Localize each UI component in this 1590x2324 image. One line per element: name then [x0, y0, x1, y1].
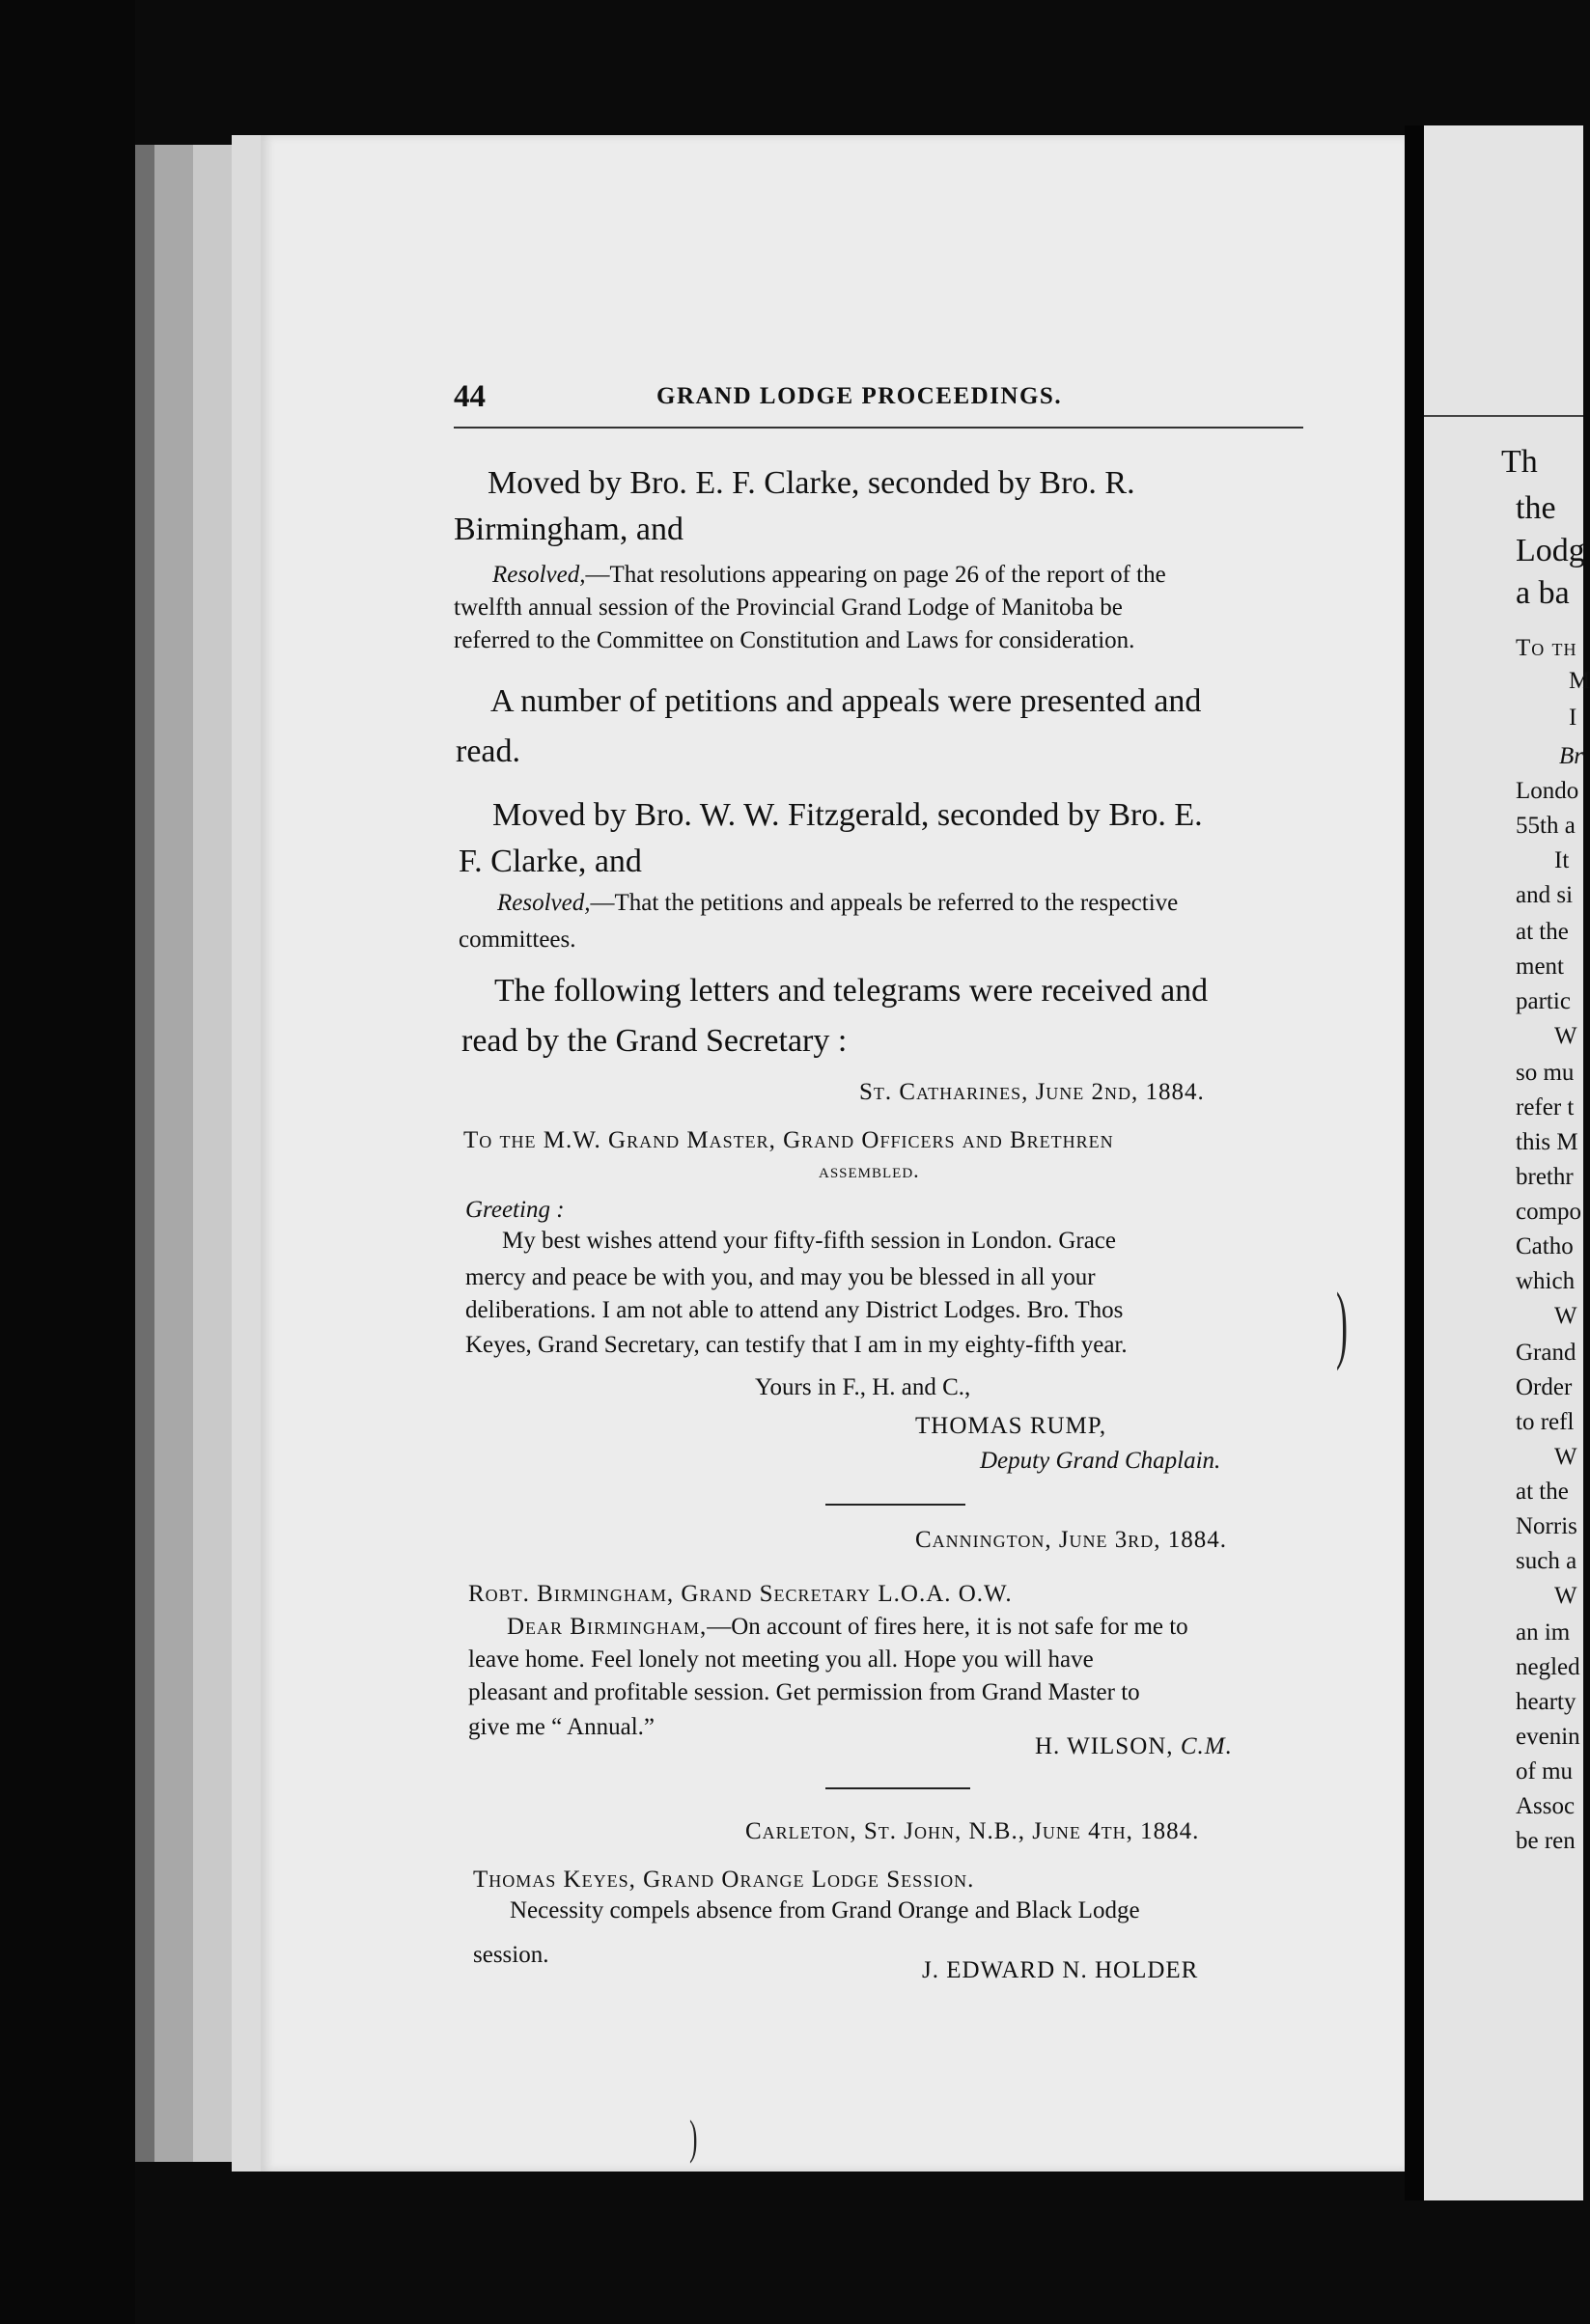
facing-line: Assoc: [1516, 1793, 1576, 1819]
facing-line: such a: [1516, 1548, 1577, 1574]
letter3-address: Thomas Keyes, Grand Orange Lodge Session.: [473, 1867, 975, 1893]
letters-intro-line1: The following letters and telegrams were received and: [494, 973, 1209, 1009]
letter1-closing: Yours in F., H. and C.,: [755, 1374, 971, 1400]
book-background: [0, 0, 135, 2324]
motion2-line1: Moved by Bro. W. W. Fitzgerald, seconded by Bro. E.: [492, 797, 1203, 833]
letter3-text-l2: session.: [473, 1942, 549, 1968]
letter3-text-l1: Necessity compels absence from Grand Orange and Black Lodge: [510, 1897, 1140, 1923]
facing-line: an im: [1516, 1619, 1571, 1646]
page-number: 44: [454, 379, 486, 414]
facing-line: It: [1554, 847, 1570, 873]
facing-line: W: [1554, 1444, 1577, 1470]
facing-line: ment: [1516, 954, 1564, 980]
facing-line: refer t: [1516, 1094, 1575, 1120]
resolved-text: —That the petitions and appeals be referred to the respective: [590, 890, 1179, 916]
letter3-signature: J. EDWARD N. HOLDER: [922, 1957, 1199, 1983]
letters-intro-line2: read by the Grand Secretary :: [461, 1023, 848, 1059]
facing-line: W: [1554, 1023, 1577, 1049]
page-edge-strip: [193, 145, 232, 2162]
facing-line: and si: [1516, 882, 1574, 908]
letter-divider: [825, 1504, 965, 1506]
facing-line: be ren: [1516, 1828, 1576, 1854]
motion1-resolved-l3: referred to the Committee on Constitution and Laws for consideration.: [454, 627, 1135, 653]
resolved-text: —That resolutions appearing on page 26 of the report of the: [585, 562, 1166, 588]
motion2-resolved-l2: committees.: [459, 927, 576, 953]
letter2-signature-suffix: C.M.: [1180, 1733, 1233, 1759]
letter1-address-l1: To the M.W. Grand Master, Grand Officers and Brethren: [463, 1127, 1114, 1153]
running-title: GRAND LODGE PROCEEDINGS.: [656, 383, 1063, 409]
facing-line: M: [1569, 668, 1590, 694]
facing-line: hearty: [1516, 1689, 1576, 1715]
facing-line: Order: [1516, 1374, 1573, 1400]
facing-line: 55th a: [1516, 813, 1576, 839]
facing-line: Lodg: [1516, 533, 1585, 568]
facing-line: brethr: [1516, 1164, 1574, 1190]
petitions-line1: A number of petitions and appeals were presented and: [490, 683, 1202, 719]
letter1-address-l2: assembled.: [819, 1158, 920, 1182]
motion2-line2: F. Clarke, and: [459, 844, 642, 879]
letter1-text-l2: mercy and peace be with you, and may you be blessed in all your: [465, 1264, 1096, 1290]
facing-line: to refl: [1516, 1409, 1575, 1435]
letter-divider: [825, 1787, 970, 1789]
page-edge-strip: [232, 135, 261, 2172]
motion2-resolved-l1: [497, 890, 1178, 917]
letter1-title: Deputy Grand Chaplain.: [980, 1448, 1221, 1474]
motion1-line1: Moved by Bro. E. F. Clarke, seconded by Bro. R.: [488, 465, 1135, 501]
facing-line: W: [1554, 1303, 1577, 1329]
facing-page-rule: [1424, 415, 1583, 417]
letter3-dateline: Carleton, St. John, N.B., June 4th, 1884.: [745, 1818, 1200, 1844]
letter1-text-l3: deliberations. I am not able to attend any District Lodges. Bro. Thos: [465, 1297, 1124, 1323]
facing-line: Norris: [1516, 1513, 1577, 1539]
facing-line: W: [1554, 1583, 1577, 1609]
motion1-resolved-l1: [492, 562, 1166, 589]
pencil-mark: ): [689, 2110, 698, 2164]
letter2-text-l4: give me “ Annual.”: [468, 1714, 655, 1740]
pencil-bracket-mark: ): [1335, 1276, 1348, 1371]
facing-line: Catho: [1516, 1233, 1574, 1259]
facing-line: partic: [1516, 988, 1571, 1014]
letter2-address: Robt. Birmingham, Grand Secretary L.O.A. O.W.: [468, 1581, 1013, 1607]
facing-line: Th: [1501, 444, 1538, 480]
letter1-text-l4: Keyes, Grand Secretary, can testify that I am in my eighty-fifth year.: [465, 1332, 1128, 1358]
letter1-text-l1: My best wishes attend your fifty-fifth session in London. Grace: [502, 1228, 1116, 1254]
letter1-dateline: St. Catharines, June 2nd, 1884.: [859, 1079, 1205, 1105]
facing-line: of mu: [1516, 1758, 1574, 1784]
letter2-text-l3: pleasant and profitable session. Get permission from Grand Master to: [468, 1679, 1140, 1705]
petitions-line2: read.: [456, 733, 521, 769]
facing-line: evenin: [1516, 1724, 1580, 1750]
facing-line: compo: [1516, 1199, 1582, 1225]
page-edge-strip: [154, 145, 193, 2162]
motion1-resolved-l2: twelfth annual session of the Provincial Grand Lodge of Manitoba be: [454, 595, 1123, 621]
facing-line: at the: [1516, 1479, 1569, 1505]
letter2-dateline: Cannington, June 3rd, 1884.: [915, 1527, 1228, 1553]
facing-line: I: [1569, 705, 1577, 731]
book-gutter: [1405, 125, 1424, 2200]
letter2-text-l2: leave home. Feel lonely not meeting you all. Hope you will have: [468, 1646, 1094, 1673]
facing-line: To th: [1516, 635, 1577, 661]
facing-line: so mu: [1516, 1060, 1575, 1086]
letter2-signature-name: H. WILSON,: [1035, 1733, 1174, 1759]
facing-line: a ba: [1516, 575, 1570, 611]
facing-line: Br: [1559, 743, 1583, 769]
page-edge-strip: [135, 145, 154, 2162]
facing-line: this M: [1516, 1129, 1578, 1155]
letter2-signature: [1035, 1733, 1233, 1760]
facing-line: which: [1516, 1268, 1576, 1294]
facing-line: negled: [1516, 1654, 1580, 1680]
facing-page: [1424, 125, 1590, 2200]
letter2-text: —On account of fires here, it is not safe for me to: [707, 1614, 1188, 1640]
letter2-salutation: Dear Birmingham,: [507, 1614, 708, 1640]
letter1-greeting: Greeting :: [465, 1197, 565, 1223]
facing-line: Londo: [1516, 778, 1579, 804]
motion1-line2: Birmingham, and: [454, 512, 683, 547]
facing-line: Grand: [1516, 1340, 1576, 1366]
resolved-label: Resolved,: [492, 562, 586, 588]
facing-line: at the: [1516, 919, 1569, 945]
letter2-text-l1: [507, 1614, 1188, 1641]
letter1-signature: THOMAS RUMP,: [915, 1413, 1107, 1439]
resolved-label: Resolved,: [497, 890, 591, 916]
facing-line: the: [1516, 490, 1556, 526]
header-rule: [454, 427, 1303, 429]
